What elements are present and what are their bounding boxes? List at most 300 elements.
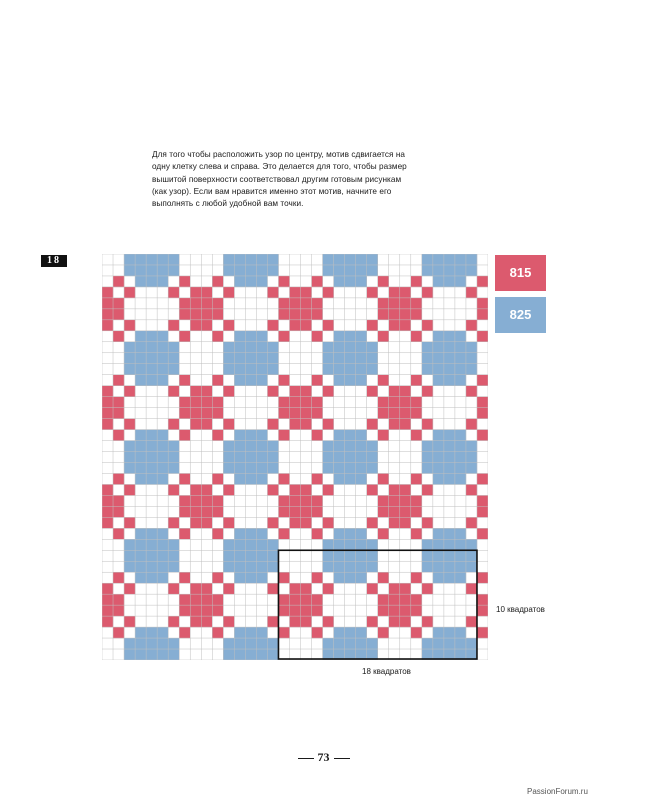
stitch-815 <box>323 419 334 430</box>
stitch-825 <box>345 528 356 539</box>
stitch-825 <box>323 441 334 452</box>
stitch-815 <box>289 419 300 430</box>
stitch-815 <box>312 331 323 342</box>
stitch-825 <box>168 539 179 550</box>
stitch-825 <box>135 375 146 386</box>
stitch-815 <box>113 397 124 408</box>
stitch-815 <box>301 397 312 408</box>
stitch-815 <box>289 298 300 309</box>
stitch-825 <box>245 550 256 561</box>
stitch-815 <box>378 309 389 320</box>
stitch-815 <box>301 419 312 430</box>
stitch-825 <box>157 331 168 342</box>
stitch-815 <box>466 484 477 495</box>
stitch-825 <box>124 638 135 649</box>
stitch-815 <box>289 594 300 605</box>
stitch-825 <box>234 430 245 441</box>
stitch-825 <box>146 638 157 649</box>
stitch-825 <box>334 561 345 572</box>
stitch-815 <box>168 517 179 528</box>
stitch-825 <box>157 638 168 649</box>
stitch-815 <box>477 331 488 342</box>
stitch-825 <box>345 353 356 364</box>
stitch-825 <box>444 331 455 342</box>
stitch-815 <box>411 528 422 539</box>
stitch-815 <box>190 287 201 298</box>
stitch-825 <box>444 561 455 572</box>
stitch-825 <box>433 430 444 441</box>
stitch-825 <box>455 276 466 287</box>
stitch-815 <box>212 309 223 320</box>
stitch-825 <box>124 364 135 375</box>
stitch-815 <box>212 506 223 517</box>
stitch-815 <box>190 583 201 594</box>
stitch-815 <box>168 616 179 627</box>
stitch-825 <box>135 572 146 583</box>
stitch-825 <box>256 375 267 386</box>
stitch-825 <box>256 265 267 276</box>
stitch-825 <box>356 572 367 583</box>
stitch-825 <box>466 342 477 353</box>
stitch-815 <box>113 594 124 605</box>
stitch-825 <box>466 265 477 276</box>
stitch-825 <box>356 441 367 452</box>
stitch-825 <box>455 572 466 583</box>
stitch-825 <box>334 452 345 463</box>
stitch-825 <box>334 462 345 473</box>
stitch-815 <box>102 320 113 331</box>
stitch-825 <box>234 254 245 265</box>
stitch-825 <box>245 649 256 660</box>
stitch-825 <box>444 572 455 583</box>
stitch-815 <box>212 298 223 309</box>
stitch-825 <box>245 364 256 375</box>
stitch-815 <box>212 605 223 616</box>
stitch-815 <box>312 397 323 408</box>
stitch-815 <box>301 506 312 517</box>
stitch-815 <box>477 375 488 386</box>
stitch-825 <box>135 638 146 649</box>
stitch-815 <box>289 616 300 627</box>
stitch-825 <box>455 331 466 342</box>
stitch-815 <box>289 397 300 408</box>
stitch-825 <box>223 441 234 452</box>
stitch-825 <box>245 473 256 484</box>
stitch-815 <box>179 298 190 309</box>
stitch-825 <box>157 364 168 375</box>
stitch-815 <box>113 276 124 287</box>
stitch-825 <box>334 254 345 265</box>
stitch-815 <box>411 572 422 583</box>
stitch-825 <box>124 550 135 561</box>
stitch-815 <box>367 616 378 627</box>
stitch-815 <box>378 276 389 287</box>
stitch-825 <box>135 462 146 473</box>
stitch-825 <box>234 649 245 660</box>
stitch-815 <box>113 473 124 484</box>
stitch-815 <box>400 320 411 331</box>
stitch-825 <box>356 331 367 342</box>
stitch-825 <box>135 539 146 550</box>
stitch-815 <box>267 484 278 495</box>
stitch-815 <box>367 517 378 528</box>
stitch-815 <box>179 528 190 539</box>
stitch-825 <box>367 539 378 550</box>
stitch-825 <box>256 550 267 561</box>
stitch-815 <box>113 375 124 386</box>
stitch-825 <box>223 254 234 265</box>
stitch-825 <box>157 627 168 638</box>
stitch-825 <box>433 550 444 561</box>
stitch-825 <box>234 353 245 364</box>
stitch-825 <box>345 254 356 265</box>
stitch-825 <box>135 353 146 364</box>
stitch-825 <box>455 452 466 463</box>
stitch-825 <box>345 473 356 484</box>
stitch-815 <box>278 298 289 309</box>
stitch-815 <box>278 408 289 419</box>
stitch-825 <box>455 528 466 539</box>
stitch-815 <box>301 594 312 605</box>
stitch-825 <box>146 539 157 550</box>
stitch-815 <box>411 495 422 506</box>
repeat-width-label: 18 квадратов <box>362 667 411 676</box>
stitch-825 <box>422 265 433 276</box>
stitch-815 <box>367 484 378 495</box>
stitch-815 <box>389 583 400 594</box>
stitch-825 <box>234 627 245 638</box>
stitch-815 <box>367 386 378 397</box>
stitch-825 <box>367 353 378 364</box>
stitch-825 <box>422 452 433 463</box>
stitch-815 <box>289 484 300 495</box>
stitch-815 <box>190 506 201 517</box>
stitch-815 <box>389 506 400 517</box>
stitch-825 <box>135 473 146 484</box>
stitch-825 <box>157 353 168 364</box>
stitch-825 <box>256 649 267 660</box>
stitch-825 <box>256 627 267 638</box>
stitch-825 <box>267 452 278 463</box>
stitch-825 <box>345 265 356 276</box>
stitch-825 <box>345 276 356 287</box>
stitch-825 <box>157 649 168 660</box>
stitch-815 <box>179 430 190 441</box>
stitch-825 <box>223 452 234 463</box>
stitch-825 <box>157 561 168 572</box>
page-number-value: 73 <box>317 750 330 764</box>
stitch-825 <box>135 254 146 265</box>
stitch-815 <box>389 408 400 419</box>
stitch-815 <box>400 397 411 408</box>
stitch-815 <box>378 430 389 441</box>
stitch-815 <box>389 594 400 605</box>
stitch-825 <box>466 353 477 364</box>
stitch-815 <box>411 309 422 320</box>
stitch-825 <box>334 342 345 353</box>
stitch-815 <box>323 287 334 298</box>
stitch-825 <box>433 452 444 463</box>
stitch-815 <box>301 495 312 506</box>
stitch-815 <box>400 298 411 309</box>
stitch-825 <box>444 462 455 473</box>
stitch-815 <box>190 320 201 331</box>
stitch-815 <box>212 572 223 583</box>
stitch-825 <box>444 539 455 550</box>
stitch-825 <box>124 342 135 353</box>
stitch-825 <box>267 342 278 353</box>
stitch-815 <box>389 309 400 320</box>
stitch-815 <box>422 287 433 298</box>
stitch-825 <box>433 462 444 473</box>
stitch-815 <box>212 408 223 419</box>
stitch-825 <box>234 265 245 276</box>
stitch-815 <box>201 386 212 397</box>
stitch-815 <box>278 605 289 616</box>
stitch-815 <box>179 331 190 342</box>
stitch-825 <box>223 561 234 572</box>
stitch-825 <box>455 627 466 638</box>
watermark-text: PassionForum.ru <box>527 787 588 796</box>
stitch-825 <box>245 430 256 441</box>
stitch-815 <box>190 484 201 495</box>
stitch-815 <box>400 408 411 419</box>
stitch-825 <box>422 462 433 473</box>
stitch-825 <box>168 462 179 473</box>
stitch-825 <box>323 265 334 276</box>
stitch-825 <box>256 462 267 473</box>
stitch-815 <box>422 320 433 331</box>
stitch-815 <box>477 594 488 605</box>
stitch-815 <box>124 583 135 594</box>
stitch-815 <box>378 375 389 386</box>
stitch-825 <box>157 572 168 583</box>
stitch-825 <box>135 331 146 342</box>
stitch-815 <box>201 506 212 517</box>
stitch-815 <box>102 419 113 430</box>
stitch-815 <box>389 397 400 408</box>
stitch-815 <box>201 298 212 309</box>
stitch-825 <box>245 331 256 342</box>
stitch-815 <box>312 627 323 638</box>
stitch-825 <box>223 539 234 550</box>
stitch-825 <box>455 375 466 386</box>
stitch-825 <box>157 342 168 353</box>
stitch-825 <box>444 353 455 364</box>
stitch-825 <box>146 441 157 452</box>
stitch-815 <box>190 616 201 627</box>
stitch-825 <box>356 638 367 649</box>
stitch-825 <box>223 550 234 561</box>
stitch-815 <box>301 517 312 528</box>
stitch-815 <box>389 484 400 495</box>
stitch-815 <box>179 495 190 506</box>
stitch-825 <box>135 561 146 572</box>
stitch-815 <box>301 605 312 616</box>
stitch-825 <box>234 342 245 353</box>
stitch-815 <box>190 408 201 419</box>
stitch-825 <box>422 342 433 353</box>
stitch-815 <box>267 616 278 627</box>
stitch-825 <box>124 539 135 550</box>
stitch-825 <box>455 539 466 550</box>
stitch-825 <box>345 342 356 353</box>
stitch-825 <box>323 539 334 550</box>
stitch-825 <box>367 364 378 375</box>
stitch-825 <box>356 342 367 353</box>
stitch-815 <box>278 397 289 408</box>
stitch-815 <box>102 616 113 627</box>
stitch-815 <box>267 386 278 397</box>
stitch-825 <box>124 265 135 276</box>
stitch-815 <box>124 484 135 495</box>
stitch-815 <box>323 517 334 528</box>
stitch-815 <box>466 583 477 594</box>
stitch-825 <box>422 353 433 364</box>
stitch-825 <box>146 353 157 364</box>
stitch-825 <box>345 452 356 463</box>
stitch-825 <box>234 375 245 386</box>
stitch-815 <box>102 605 113 616</box>
stitch-825 <box>345 561 356 572</box>
stitch-815 <box>378 397 389 408</box>
stitch-825 <box>334 441 345 452</box>
stitch-825 <box>433 528 444 539</box>
stitch-815 <box>190 517 201 528</box>
stitch-815 <box>212 331 223 342</box>
stitch-815 <box>113 331 124 342</box>
stitch-825 <box>245 452 256 463</box>
stitch-825 <box>367 462 378 473</box>
stitch-825 <box>146 430 157 441</box>
stitch-825 <box>146 473 157 484</box>
stitch-815 <box>113 605 124 616</box>
stitch-815 <box>477 430 488 441</box>
stitch-815 <box>301 287 312 298</box>
stitch-825 <box>135 452 146 463</box>
cross-stitch-chart <box>102 254 488 660</box>
intro-paragraph: Для того чтобы расположить узор по центру, мотив сдвигается на одну клетку слева и справа. Это делается для того, чтобы размер вышитой поверхности соответствовал другим готовым рисункам (как узор). Если вам нравится именно этот мотив, начните его выполнять с любой удобной вам точки. <box>152 150 407 209</box>
stitch-815 <box>267 583 278 594</box>
left-dash <box>298 758 314 759</box>
stitch-825 <box>234 550 245 561</box>
stitch-815 <box>190 419 201 430</box>
stitch-815 <box>168 386 179 397</box>
stitch-825 <box>135 649 146 660</box>
stitch-815 <box>212 397 223 408</box>
stitch-815 <box>312 298 323 309</box>
stitch-815 <box>301 408 312 419</box>
stitch-815 <box>477 528 488 539</box>
stitch-815 <box>289 386 300 397</box>
stitch-825 <box>157 452 168 463</box>
stitch-815 <box>102 309 113 320</box>
stitch-825 <box>157 539 168 550</box>
stitch-815 <box>179 397 190 408</box>
stitch-825 <box>124 254 135 265</box>
stitch-815 <box>113 572 124 583</box>
stitch-825 <box>422 561 433 572</box>
stitch-825 <box>135 441 146 452</box>
stitch-825 <box>168 638 179 649</box>
stitch-815 <box>212 473 223 484</box>
stitch-815 <box>400 517 411 528</box>
stitch-825 <box>334 638 345 649</box>
stitch-815 <box>367 320 378 331</box>
stitch-815 <box>190 386 201 397</box>
stitch-825 <box>256 441 267 452</box>
stitch-815 <box>267 287 278 298</box>
stitch-815 <box>301 320 312 331</box>
stitch-825 <box>234 441 245 452</box>
stitch-815 <box>389 287 400 298</box>
stitch-825 <box>466 561 477 572</box>
stitch-825 <box>157 276 168 287</box>
stitch-825 <box>356 430 367 441</box>
stitch-815 <box>190 594 201 605</box>
stitch-825 <box>146 550 157 561</box>
stitch-825 <box>168 254 179 265</box>
stitch-825 <box>267 539 278 550</box>
stitch-815 <box>267 419 278 430</box>
stitch-815 <box>400 419 411 430</box>
stitch-825 <box>256 561 267 572</box>
stitch-815 <box>312 276 323 287</box>
stitch-815 <box>411 408 422 419</box>
stitch-825 <box>245 276 256 287</box>
stitch-815 <box>367 583 378 594</box>
stitch-825 <box>444 375 455 386</box>
stitch-825 <box>234 473 245 484</box>
stitch-815 <box>400 309 411 320</box>
repeat-height-label: 10 квадратов <box>496 605 545 614</box>
stitch-815 <box>389 616 400 627</box>
stitch-815 <box>378 528 389 539</box>
stitch-815 <box>201 484 212 495</box>
stitch-825 <box>433 561 444 572</box>
stitch-825 <box>345 462 356 473</box>
stitch-815 <box>113 627 124 638</box>
stitch-815 <box>201 594 212 605</box>
stitch-825 <box>433 342 444 353</box>
stitch-815 <box>378 627 389 638</box>
stitch-825 <box>433 265 444 276</box>
stitch-815 <box>411 473 422 484</box>
stitch-815 <box>400 583 411 594</box>
stitch-825 <box>135 528 146 539</box>
stitch-825 <box>356 462 367 473</box>
stitch-825 <box>455 638 466 649</box>
stitch-815 <box>124 517 135 528</box>
stitch-825 <box>356 353 367 364</box>
stitch-815 <box>301 484 312 495</box>
stitch-815 <box>212 276 223 287</box>
stitch-815 <box>124 287 135 298</box>
stitch-825 <box>455 441 466 452</box>
stitch-815 <box>201 408 212 419</box>
stitch-815 <box>411 627 422 638</box>
stitch-825 <box>168 561 179 572</box>
stitch-825 <box>367 452 378 463</box>
stitch-815 <box>179 605 190 616</box>
stitch-815 <box>212 430 223 441</box>
stitch-815 <box>301 298 312 309</box>
stitch-825 <box>124 649 135 660</box>
stitch-825 <box>245 353 256 364</box>
stitch-825 <box>444 627 455 638</box>
stitch-815 <box>201 320 212 331</box>
stitch-825 <box>223 462 234 473</box>
